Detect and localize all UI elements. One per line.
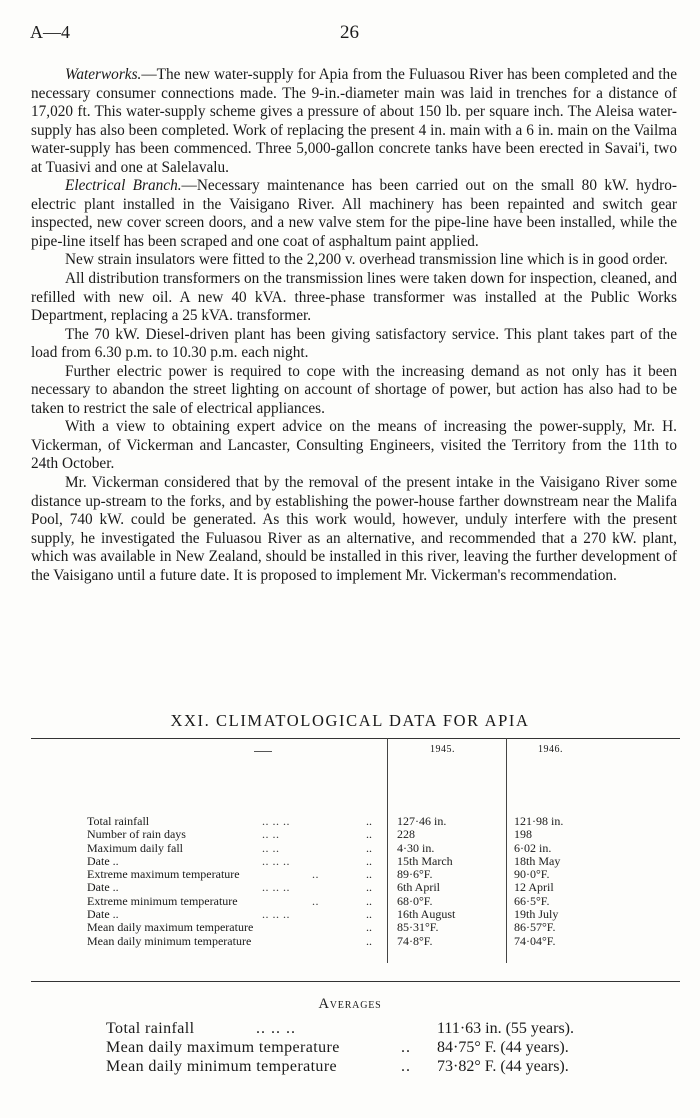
paragraph-text: —The new water-supply for Apia from the Fuluasou River has been completed and the necessary consumer connections made. The 9-in.-diameter main was laid in trenches for a distance of 17,020 ft. This water-supply scheme gives a pressure of about 150 lb. per square inch. The Aleisa water-supply has also been completed. Work of replacing the present 4 in. main with a 6 in. main on the Vailma water-supply has been commenced. Three 5,000-gallon concrete tanks have been erected in Savai'i, two at Tuasivi and one at Salelavalu. bbox=[31, 66, 677, 176]
averages-row bbox=[106, 1019, 626, 1038]
table-header-dash bbox=[254, 751, 272, 752]
page-reference: A—4 bbox=[30, 22, 70, 42]
paragraph bbox=[31, 363, 677, 419]
table-top-rule bbox=[31, 738, 680, 739]
paragraph-text: —Necessary maintenance has been carried out on the small 80 kW. hydro-electric plant installed in the Vaisigano River. All machinery has been repainted and switch gear inspected, new cover screen doors, and a new valve stem for the pipe-line have been installed, while the pipe-line itself has been scraped and one coat of asphaltum paint applied. bbox=[31, 177, 677, 250]
row-colon: .. bbox=[366, 920, 372, 935]
averages-label: Mean daily maximum temperature bbox=[106, 1039, 340, 1056]
column-header-1946: 1946. bbox=[538, 744, 563, 755]
averages-list bbox=[106, 1019, 626, 1076]
row-colon: .. bbox=[366, 827, 372, 842]
body-text bbox=[31, 66, 677, 585]
value-1946: 19th July bbox=[514, 907, 559, 922]
row-label: Maximum daily fall bbox=[87, 840, 183, 855]
value-1946: 86·57°F. bbox=[514, 920, 556, 935]
value-1946: 18th May bbox=[514, 853, 561, 868]
averages-leader: .. .. .. bbox=[256, 1020, 296, 1037]
averages-leader: .. bbox=[401, 1058, 411, 1075]
averages-value: 111·63 in. (55 years). bbox=[437, 1020, 574, 1037]
table-bottom-rule bbox=[31, 981, 680, 982]
averages-value: 84·75° F. (44 years). bbox=[437, 1039, 569, 1056]
row-colon: .. bbox=[366, 853, 372, 868]
table-row bbox=[0, 895, 700, 908]
page-number: 26 bbox=[340, 22, 359, 43]
averages-leader: .. bbox=[401, 1039, 411, 1056]
row-label: Date .. bbox=[87, 907, 119, 922]
averages-title: Averages bbox=[318, 996, 382, 1012]
paragraph bbox=[31, 251, 677, 270]
row-leader: .. bbox=[312, 867, 319, 882]
paragraph-text: The 70 kW. Diesel-driven plant has been giving satisfactory service. This plant takes part of the load from 6.30 p.m. to 10.30 p.m. each night. bbox=[31, 325, 677, 362]
row-leader: .. .. .. bbox=[262, 880, 290, 895]
value-1946: 90·0°F. bbox=[514, 867, 550, 882]
value-1946: 66·5°F. bbox=[514, 893, 550, 908]
row-label: Total rainfall bbox=[87, 814, 150, 828]
paragraph bbox=[31, 326, 677, 363]
paragraph bbox=[31, 270, 677, 326]
paragraph bbox=[31, 177, 677, 251]
value-1945: 15th March bbox=[397, 853, 453, 868]
row-colon: .. bbox=[366, 867, 372, 882]
table-row bbox=[0, 842, 700, 855]
row-label: Mean daily maximum temperature bbox=[87, 920, 254, 935]
row-leader: .. .. .. bbox=[262, 907, 290, 922]
value-1946: 121·98 in. bbox=[514, 814, 564, 828]
paragraph bbox=[31, 418, 677, 474]
paragraph-text: New strain insulators were fitted to the 2,200 v. overhead transmission line which is in good order. bbox=[65, 251, 668, 269]
value-1945: 68·0°F. bbox=[397, 893, 433, 908]
value-1946: 74·04°F. bbox=[514, 933, 556, 948]
averages-row bbox=[106, 1038, 626, 1057]
table-row bbox=[0, 855, 700, 868]
table-row bbox=[0, 868, 700, 881]
value-1945: 89·6°F. bbox=[397, 867, 433, 882]
row-label: Mean daily minimum temperature bbox=[87, 933, 252, 948]
row-label: Date .. bbox=[87, 880, 119, 895]
averages-value: 73·82° F. (44 years). bbox=[437, 1058, 569, 1075]
value-1945: 4·30 in. bbox=[397, 840, 435, 855]
row-colon: .. bbox=[366, 880, 372, 895]
table-row bbox=[0, 815, 700, 828]
averages-label: Mean daily minimum temperature bbox=[106, 1058, 338, 1075]
section-lead: Waterworks. bbox=[65, 66, 142, 83]
paragraph-text: With a view to obtaining expert advice on the means of increasing the power-supply, Mr. H. Vickerman, of Vickerman and Lancaster, Consulting Engineers, visited the Territory from the 11th to 24th October. bbox=[31, 418, 677, 473]
row-label: Number of rain days bbox=[87, 827, 186, 842]
paragraph-text: Mr. Vickerman considered that by the removal of the present intake in the Vaisigano River some distance up-stream to the forks, and by establishing the power-house farther downstream near the Malifa Pool, 740 kW. could be generated. As this work would, however, unduly interfere with the present supply, he investigated the Fuluasou River as an alternative, and recommended that a 270 kW. plant, which was available in New Zealand, should be installed in this river, leaving the further development of the Vaisigano until a future date. It is proposed to implement Mr. Vickerman's recommendation. bbox=[31, 474, 677, 584]
value-1945: 228 bbox=[397, 827, 415, 842]
paragraph bbox=[31, 474, 677, 585]
averages-label: Total rainfall bbox=[106, 1020, 195, 1037]
value-1946: 12 April bbox=[514, 880, 554, 895]
value-1946: 6·02 in. bbox=[514, 840, 552, 855]
row-label: Extreme maximum temperature bbox=[87, 867, 240, 882]
row-colon: .. bbox=[366, 840, 372, 855]
row-colon: .. bbox=[366, 814, 372, 828]
paragraph-text: All distribution transformers on the transmission lines were taken down for inspection, cleaned, and refilled with new oil. A new 40 kVA. three-phase transformer was installed at the Public Works Department, replacing a 25 kVA. transformer. bbox=[31, 270, 677, 325]
table-row bbox=[0, 828, 700, 841]
table-row bbox=[0, 908, 700, 921]
paragraph bbox=[31, 66, 677, 177]
value-1945: 74·8°F. bbox=[397, 933, 433, 948]
row-leader: .. bbox=[312, 893, 319, 908]
value-1945: 127·46 in. bbox=[397, 814, 447, 828]
row-colon: .. bbox=[366, 893, 372, 908]
value-1945: 85·31°F. bbox=[397, 920, 439, 935]
row-label: Date .. bbox=[87, 853, 119, 868]
climate-table-body bbox=[0, 815, 700, 948]
row-colon: .. bbox=[366, 907, 372, 922]
table-row bbox=[0, 935, 700, 948]
table-row bbox=[0, 881, 700, 894]
row-leader: .. .. bbox=[262, 827, 280, 842]
row-leader: .. .. bbox=[262, 840, 280, 855]
value-1945: 6th April bbox=[397, 880, 441, 895]
value-1945: 16th August bbox=[397, 907, 456, 922]
table-title: XXI. CLIMATOLOGICAL DATA FOR APIA bbox=[170, 711, 530, 730]
value-1946: 198 bbox=[514, 827, 532, 842]
table-row bbox=[0, 921, 700, 934]
column-header-1945: 1945. bbox=[430, 744, 455, 755]
averages-row bbox=[106, 1057, 626, 1076]
row-colon: .. bbox=[366, 933, 372, 948]
row-label: Extreme minimum temperature bbox=[87, 893, 238, 908]
section-lead: Electrical Branch. bbox=[65, 177, 182, 195]
row-leader: .. .. .. bbox=[262, 814, 290, 828]
row-leader: .. .. .. bbox=[262, 853, 290, 868]
paragraph-text: Further electric power is required to cope with the increasing demand as not only has it been necessary to abandon the street lighting on account of shortage of power, but action has also had to be taken to restrict the sale of electrical appliances. bbox=[31, 362, 677, 417]
